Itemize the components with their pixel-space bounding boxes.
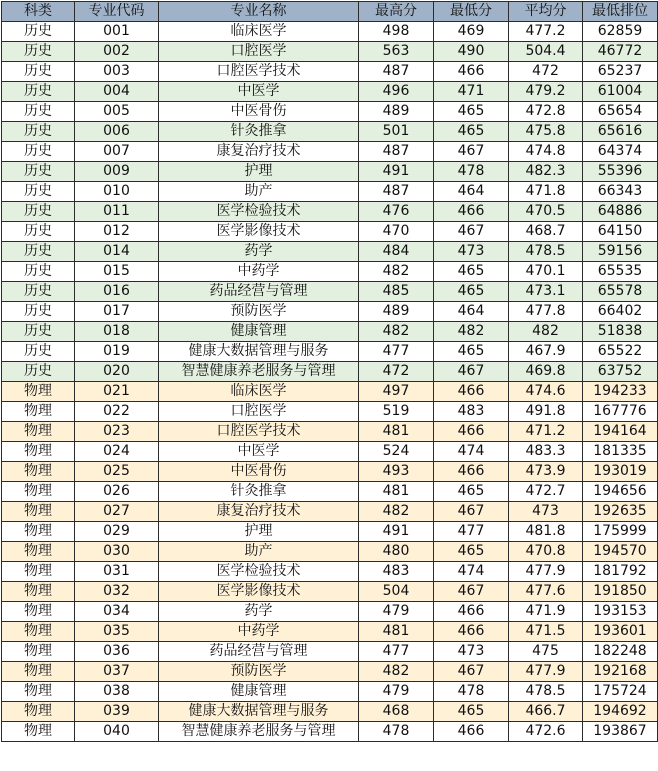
cell-min-score: 466	[434, 602, 509, 622]
cell-major-code: 014	[75, 242, 159, 262]
cell-min-rank: 191850	[583, 582, 658, 602]
cell-avg-score: 482	[509, 322, 583, 342]
cell-major-name: 口腔医学技术	[159, 422, 359, 442]
cell-major-code: 006	[75, 122, 159, 142]
cell-avg-score: 467.9	[509, 342, 583, 362]
cell-min-rank: 194570	[583, 542, 658, 562]
cell-min-rank: 46772	[583, 42, 658, 62]
cell-max-score: 477	[359, 642, 434, 662]
table-header	[2, 2, 658, 22]
cell-major-name: 中药学	[159, 262, 359, 282]
cell-min-score: 467	[434, 222, 509, 242]
cell-avg-score: 470.8	[509, 542, 583, 562]
cell-min-score: 465	[434, 122, 509, 142]
cell-major-code: 024	[75, 442, 159, 462]
cell-max-score: 470	[359, 222, 434, 242]
cell-subject: 物理	[2, 442, 75, 462]
cell-min-score: 474	[434, 562, 509, 582]
cell-max-score: 479	[359, 682, 434, 702]
table-row	[2, 442, 658, 462]
cell-min-rank: 55396	[583, 162, 658, 182]
cell-major-name: 健康大数据管理与服务	[159, 342, 359, 362]
table-row	[2, 22, 658, 42]
cell-min-score: 467	[434, 362, 509, 382]
table-row	[2, 122, 658, 142]
cell-min-score: 466	[434, 722, 509, 742]
cell-max-score: 472	[359, 362, 434, 382]
cell-subject: 物理	[2, 462, 75, 482]
cell-avg-score: 472.7	[509, 482, 583, 502]
table-row	[2, 522, 658, 542]
cell-major-name: 健康管理	[159, 322, 359, 342]
cell-subject: 历史	[2, 42, 75, 62]
cell-min-rank: 51838	[583, 322, 658, 342]
cell-max-score: 501	[359, 122, 434, 142]
table-row	[2, 282, 658, 302]
cell-max-score: 482	[359, 322, 434, 342]
cell-max-score: 481	[359, 622, 434, 642]
cell-max-score: 497	[359, 382, 434, 402]
cell-avg-score: 472.8	[509, 102, 583, 122]
cell-subject: 物理	[2, 482, 75, 502]
cell-max-score: 478	[359, 722, 434, 742]
cell-max-score: 479	[359, 602, 434, 622]
cell-min-rank: 194656	[583, 482, 658, 502]
cell-major-name: 针灸推拿	[159, 122, 359, 142]
cell-min-score: 465	[434, 102, 509, 122]
cell-min-rank: 167776	[583, 402, 658, 422]
cell-subject: 物理	[2, 702, 75, 722]
cell-avg-score: 478.5	[509, 242, 583, 262]
cell-major-code: 026	[75, 482, 159, 502]
cell-major-name: 医学检验技术	[159, 202, 359, 222]
cell-min-rank: 193019	[583, 462, 658, 482]
cell-major-name: 康复治疗技术	[159, 142, 359, 162]
cell-min-score: 466	[434, 422, 509, 442]
cell-major-code: 015	[75, 262, 159, 282]
cell-min-rank: 175999	[583, 522, 658, 542]
cell-subject: 物理	[2, 542, 75, 562]
cell-max-score: 491	[359, 162, 434, 182]
cell-min-score: 473	[434, 642, 509, 662]
cell-max-score: 485	[359, 282, 434, 302]
cell-major-code: 019	[75, 342, 159, 362]
cell-min-rank: 194692	[583, 702, 658, 722]
cell-major-name: 口腔医学	[159, 42, 359, 62]
cell-min-score: 465	[434, 262, 509, 282]
cell-avg-score: 470.5	[509, 202, 583, 222]
header-max-score: 最高分	[359, 2, 434, 22]
cell-major-code: 022	[75, 402, 159, 422]
cell-major-code: 023	[75, 422, 159, 442]
cell-subject: 历史	[2, 362, 75, 382]
cell-min-rank: 62859	[583, 22, 658, 42]
cell-max-score: 487	[359, 182, 434, 202]
cell-min-score: 474	[434, 442, 509, 462]
cell-min-rank: 193867	[583, 722, 658, 742]
cell-max-score: 482	[359, 262, 434, 282]
table-row	[2, 302, 658, 322]
cell-max-score: 504	[359, 582, 434, 602]
table-row	[2, 262, 658, 282]
cell-major-name: 健康大数据管理与服务	[159, 702, 359, 722]
cell-subject: 历史	[2, 342, 75, 362]
cell-max-score: 484	[359, 242, 434, 262]
cell-subject: 物理	[2, 522, 75, 542]
cell-avg-score: 474.8	[509, 142, 583, 162]
cell-min-rank: 66402	[583, 302, 658, 322]
cell-subject: 历史	[2, 102, 75, 122]
table-row	[2, 82, 658, 102]
cell-avg-score: 469.8	[509, 362, 583, 382]
cell-min-score: 465	[434, 282, 509, 302]
cell-subject: 历史	[2, 182, 75, 202]
cell-major-code: 001	[75, 22, 159, 42]
table-row	[2, 702, 658, 722]
cell-min-rank: 193153	[583, 602, 658, 622]
cell-avg-score: 482.3	[509, 162, 583, 182]
cell-min-score: 465	[434, 542, 509, 562]
cell-major-name: 临床医学	[159, 382, 359, 402]
cell-min-rank: 65535	[583, 262, 658, 282]
cell-major-name: 中医骨伤	[159, 462, 359, 482]
table-row	[2, 382, 658, 402]
cell-major-name: 康复治疗技术	[159, 502, 359, 522]
cell-min-rank: 65616	[583, 122, 658, 142]
table-row	[2, 242, 658, 262]
cell-major-name: 药品经营与管理	[159, 642, 359, 662]
table-body	[2, 22, 658, 742]
cell-major-code: 030	[75, 542, 159, 562]
cell-min-score: 466	[434, 462, 509, 482]
cell-subject: 物理	[2, 562, 75, 582]
cell-max-score: 489	[359, 302, 434, 322]
cell-major-name: 智慧健康养老服务与管理	[159, 722, 359, 742]
cell-major-code: 040	[75, 722, 159, 742]
cell-max-score: 563	[359, 42, 434, 62]
cell-subject: 历史	[2, 202, 75, 222]
cell-major-code: 010	[75, 182, 159, 202]
cell-min-rank: 65578	[583, 282, 658, 302]
cell-min-rank: 192635	[583, 502, 658, 522]
cell-major-name: 预防医学	[159, 302, 359, 322]
cell-min-score: 467	[434, 502, 509, 522]
cell-subject: 历史	[2, 162, 75, 182]
cell-avg-score: 477.9	[509, 662, 583, 682]
cell-avg-score: 471.9	[509, 602, 583, 622]
cell-major-name: 药学	[159, 242, 359, 262]
cell-min-rank: 192168	[583, 662, 658, 682]
cell-min-rank: 64374	[583, 142, 658, 162]
cell-max-score: 476	[359, 202, 434, 222]
cell-subject: 物理	[2, 502, 75, 522]
cell-major-code: 007	[75, 142, 159, 162]
table-row	[2, 682, 658, 702]
cell-min-score: 478	[434, 682, 509, 702]
cell-max-score: 482	[359, 502, 434, 522]
cell-major-code: 039	[75, 702, 159, 722]
cell-major-code: 025	[75, 462, 159, 482]
cell-major-code: 021	[75, 382, 159, 402]
cell-max-score: 487	[359, 142, 434, 162]
cell-min-rank: 193601	[583, 622, 658, 642]
cell-major-name: 药品经营与管理	[159, 282, 359, 302]
cell-major-code: 011	[75, 202, 159, 222]
table-row	[2, 622, 658, 642]
cell-major-name: 助产	[159, 182, 359, 202]
cell-subject: 物理	[2, 642, 75, 662]
header-major-name: 专业名称	[159, 2, 359, 22]
cell-max-score: 482	[359, 662, 434, 682]
cell-major-code: 036	[75, 642, 159, 662]
cell-max-score: 487	[359, 62, 434, 82]
cell-subject: 历史	[2, 302, 75, 322]
cell-max-score: 496	[359, 82, 434, 102]
cell-major-name: 针灸推拿	[159, 482, 359, 502]
cell-max-score: 480	[359, 542, 434, 562]
cell-max-score: 524	[359, 442, 434, 462]
cell-major-code: 002	[75, 42, 159, 62]
table-row	[2, 202, 658, 222]
cell-major-code: 032	[75, 582, 159, 602]
table-row	[2, 542, 658, 562]
cell-major-code: 035	[75, 622, 159, 642]
cell-major-name: 医学检验技术	[159, 562, 359, 582]
cell-major-name: 健康管理	[159, 682, 359, 702]
cell-subject: 历史	[2, 222, 75, 242]
table-row	[2, 362, 658, 382]
table-row	[2, 462, 658, 482]
cell-min-score: 477	[434, 522, 509, 542]
cell-min-score: 466	[434, 62, 509, 82]
cell-major-code: 038	[75, 682, 159, 702]
cell-subject: 物理	[2, 682, 75, 702]
cell-avg-score: 477.6	[509, 582, 583, 602]
cell-subject: 历史	[2, 22, 75, 42]
cell-min-score: 465	[434, 702, 509, 722]
cell-avg-score: 472	[509, 62, 583, 82]
table-row	[2, 182, 658, 202]
cell-major-name: 药学	[159, 602, 359, 622]
cell-min-rank: 65654	[583, 102, 658, 122]
cell-max-score: 468	[359, 702, 434, 722]
table-row	[2, 482, 658, 502]
cell-min-rank: 65237	[583, 62, 658, 82]
cell-major-name: 助产	[159, 542, 359, 562]
cell-min-rank: 182248	[583, 642, 658, 662]
table-row	[2, 422, 658, 442]
cell-major-code: 037	[75, 662, 159, 682]
cell-avg-score: 475	[509, 642, 583, 662]
cell-avg-score: 474.6	[509, 382, 583, 402]
cell-subject: 历史	[2, 262, 75, 282]
cell-avg-score: 478.5	[509, 682, 583, 702]
cell-min-score: 464	[434, 182, 509, 202]
cell-subject: 历史	[2, 82, 75, 102]
cell-max-score: 519	[359, 402, 434, 422]
cell-major-code: 020	[75, 362, 159, 382]
admission-scores-table	[1, 1, 658, 742]
cell-avg-score: 471.2	[509, 422, 583, 442]
cell-major-name: 医学影像技术	[159, 582, 359, 602]
cell-subject: 物理	[2, 582, 75, 602]
cell-max-score: 489	[359, 102, 434, 122]
cell-min-score: 483	[434, 402, 509, 422]
table-row	[2, 722, 658, 742]
cell-min-rank: 63752	[583, 362, 658, 382]
header-major-code: 专业代码	[75, 2, 159, 22]
cell-major-name: 口腔医学	[159, 402, 359, 422]
cell-min-rank: 181335	[583, 442, 658, 462]
cell-avg-score: 473	[509, 502, 583, 522]
cell-avg-score: 466.7	[509, 702, 583, 722]
cell-min-score: 466	[434, 622, 509, 642]
header-subject: 科类	[2, 2, 75, 22]
cell-min-rank: 59156	[583, 242, 658, 262]
cell-min-rank: 65522	[583, 342, 658, 362]
cell-major-code: 034	[75, 602, 159, 622]
cell-major-code: 027	[75, 502, 159, 522]
table-row	[2, 42, 658, 62]
table-row	[2, 222, 658, 242]
cell-major-code: 012	[75, 222, 159, 242]
cell-max-score: 477	[359, 342, 434, 362]
cell-avg-score: 471.5	[509, 622, 583, 642]
table-row	[2, 342, 658, 362]
cell-major-name: 中医学	[159, 82, 359, 102]
cell-subject: 物理	[2, 602, 75, 622]
cell-subject: 历史	[2, 242, 75, 262]
cell-major-code: 004	[75, 82, 159, 102]
cell-avg-score: 475.8	[509, 122, 583, 142]
header-min-score: 最低分	[434, 2, 509, 22]
table-row	[2, 102, 658, 122]
cell-min-rank: 64886	[583, 202, 658, 222]
cell-max-score: 481	[359, 482, 434, 502]
cell-avg-score: 473.1	[509, 282, 583, 302]
header-row	[2, 2, 658, 22]
cell-major-name: 口腔医学技术	[159, 62, 359, 82]
cell-avg-score: 471.8	[509, 182, 583, 202]
cell-avg-score: 472.6	[509, 722, 583, 742]
cell-avg-score: 468.7	[509, 222, 583, 242]
cell-max-score: 493	[359, 462, 434, 482]
table-row	[2, 662, 658, 682]
cell-min-score: 478	[434, 162, 509, 182]
cell-min-score: 473	[434, 242, 509, 262]
table-row	[2, 582, 658, 602]
cell-major-name: 中药学	[159, 622, 359, 642]
cell-subject: 物理	[2, 382, 75, 402]
cell-min-score: 464	[434, 302, 509, 322]
cell-avg-score: 473.9	[509, 462, 583, 482]
cell-major-code: 031	[75, 562, 159, 582]
cell-major-code: 017	[75, 302, 159, 322]
cell-subject: 物理	[2, 402, 75, 422]
table-row	[2, 322, 658, 342]
cell-major-name: 预防医学	[159, 662, 359, 682]
cell-min-rank: 175724	[583, 682, 658, 702]
cell-min-score: 471	[434, 82, 509, 102]
cell-avg-score: 477.2	[509, 22, 583, 42]
header-avg-score: 平均分	[509, 2, 583, 22]
cell-major-name: 护理	[159, 522, 359, 542]
table-row	[2, 502, 658, 522]
cell-major-code: 009	[75, 162, 159, 182]
cell-min-score: 469	[434, 22, 509, 42]
table-row	[2, 402, 658, 422]
header-min-rank: 最低排位	[583, 2, 658, 22]
cell-avg-score: 504.4	[509, 42, 583, 62]
cell-min-score: 467	[434, 142, 509, 162]
cell-max-score: 483	[359, 562, 434, 582]
cell-subject: 历史	[2, 62, 75, 82]
cell-subject: 历史	[2, 122, 75, 142]
cell-min-score: 490	[434, 42, 509, 62]
cell-min-score: 467	[434, 582, 509, 602]
cell-major-name: 临床医学	[159, 22, 359, 42]
cell-major-code: 005	[75, 102, 159, 122]
table-row	[2, 562, 658, 582]
cell-subject: 历史	[2, 142, 75, 162]
cell-min-rank: 194164	[583, 422, 658, 442]
cell-min-rank: 61004	[583, 82, 658, 102]
cell-major-name: 医学影像技术	[159, 222, 359, 242]
cell-subject: 物理	[2, 422, 75, 442]
cell-min-score: 467	[434, 662, 509, 682]
cell-avg-score: 481.8	[509, 522, 583, 542]
cell-major-code: 018	[75, 322, 159, 342]
cell-min-score: 482	[434, 322, 509, 342]
cell-min-score: 466	[434, 202, 509, 222]
cell-min-rank: 66343	[583, 182, 658, 202]
table-row	[2, 642, 658, 662]
cell-major-name: 中医学	[159, 442, 359, 462]
cell-min-rank: 194233	[583, 382, 658, 402]
cell-min-rank: 64150	[583, 222, 658, 242]
cell-avg-score: 477.8	[509, 302, 583, 322]
cell-min-score: 465	[434, 342, 509, 362]
cell-min-score: 466	[434, 382, 509, 402]
cell-major-code: 029	[75, 522, 159, 542]
cell-min-score: 465	[434, 482, 509, 502]
cell-max-score: 481	[359, 422, 434, 442]
table-row	[2, 62, 658, 82]
cell-subject: 历史	[2, 322, 75, 342]
cell-avg-score: 477.9	[509, 562, 583, 582]
cell-min-rank: 181792	[583, 562, 658, 582]
cell-max-score: 498	[359, 22, 434, 42]
cell-major-code: 003	[75, 62, 159, 82]
cell-major-name: 护理	[159, 162, 359, 182]
cell-max-score: 491	[359, 522, 434, 542]
table-row	[2, 162, 658, 182]
cell-subject: 历史	[2, 282, 75, 302]
cell-avg-score: 479.2	[509, 82, 583, 102]
cell-avg-score: 483.3	[509, 442, 583, 462]
cell-major-name: 中医骨伤	[159, 102, 359, 122]
table-row	[2, 142, 658, 162]
cell-subject: 物理	[2, 622, 75, 642]
cell-subject: 物理	[2, 662, 75, 682]
cell-major-code: 016	[75, 282, 159, 302]
cell-major-name: 智慧健康养老服务与管理	[159, 362, 359, 382]
cell-avg-score: 470.1	[509, 262, 583, 282]
cell-avg-score: 491.8	[509, 402, 583, 422]
table-row	[2, 602, 658, 622]
cell-subject: 物理	[2, 722, 75, 742]
